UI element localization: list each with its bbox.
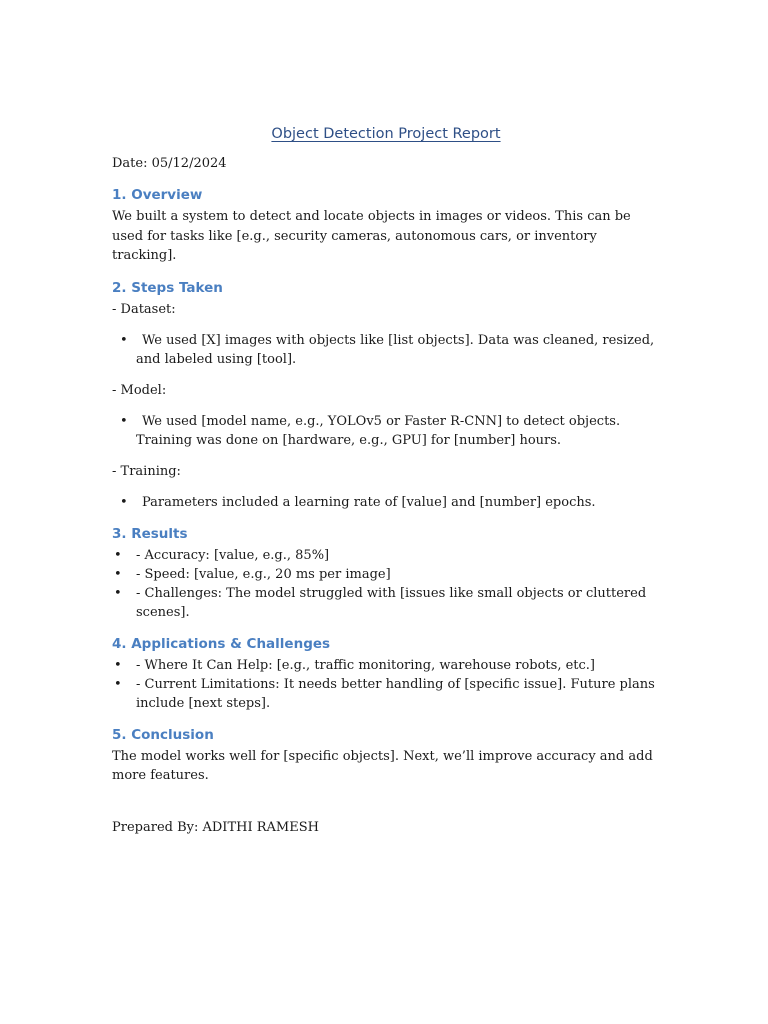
applications-item-limitations: - Current Limitations: It needs better handling of [specific issue]. Future plans include [next steps]. xyxy=(136,676,655,711)
results-item-challenges: - Challenges: The model struggled with [issues like small objects or cluttered scenes]. xyxy=(136,585,647,620)
dataset-bullet-text: We used [X] images with objects like [list objects]. Data was cleaned, resized, and labeled using [tool]. xyxy=(136,332,655,367)
document-title: Object Detection Project Report xyxy=(271,126,501,142)
model-list xyxy=(112,412,660,450)
bullet-icon: • xyxy=(120,413,128,429)
model-label: - Model: xyxy=(112,382,167,398)
training-list xyxy=(112,493,660,512)
document-page xyxy=(112,124,660,837)
overview-heading: 1. Overview xyxy=(112,187,203,203)
list-item xyxy=(112,565,660,584)
bullet-icon: • xyxy=(120,494,128,510)
dataset-label: - Dataset: xyxy=(112,301,176,317)
training-label: - Training: xyxy=(112,463,181,479)
list-item xyxy=(112,331,660,369)
model-bullet-text: We used [model name, e.g., YOLOv5 or Faster R-CNN] to detect objects. Training was done on [hardware, e.g., GPU] for [number] hours. xyxy=(136,413,621,448)
list-item xyxy=(112,412,660,450)
bullet-icon: • xyxy=(114,547,122,563)
list-item xyxy=(112,584,660,622)
list-item xyxy=(112,675,660,713)
applications-item-help: - Where It Can Help: [e.g., traffic monitoring, warehouse robots, etc.] xyxy=(136,657,595,673)
list-item xyxy=(112,546,660,565)
bullet-icon: • xyxy=(114,657,122,673)
list-item xyxy=(112,493,660,512)
bullet-icon: • xyxy=(114,566,122,582)
prepared-by: Prepared By: ADITHI RAMESH xyxy=(112,819,319,835)
report-date: Date: 05/12/2024 xyxy=(112,156,227,171)
conclusion-text: The model works well for [specific objects]. Next, we’ll improve accuracy and add more features. xyxy=(112,748,653,783)
applications-heading: 4. Applications & Challenges xyxy=(112,635,331,652)
bullet-icon: • xyxy=(120,332,128,348)
results-item-speed: - Speed: [value, e.g., 20 ms per image] xyxy=(136,566,391,582)
conclusion-heading: 5. Conclusion xyxy=(112,726,214,743)
results-heading: 3. Results xyxy=(112,525,188,542)
applications-list xyxy=(112,656,660,713)
steps-heading: 2. Steps Taken xyxy=(112,279,223,296)
training-bullet-text: Parameters included a learning rate of [value] and [number] epochs. xyxy=(142,494,596,510)
list-item xyxy=(112,656,660,675)
bullet-icon: • xyxy=(114,676,122,692)
dataset-list xyxy=(112,331,660,369)
results-list xyxy=(112,546,660,622)
bullet-icon: • xyxy=(114,585,122,601)
overview-text: We built a system to detect and locate objects in images or videos. This can be used for tasks like [e.g., security cameras, autonomous cars, or inventory tracking]. xyxy=(112,209,631,263)
results-item-accuracy: - Accuracy: [value, e.g., 85%] xyxy=(136,547,330,563)
